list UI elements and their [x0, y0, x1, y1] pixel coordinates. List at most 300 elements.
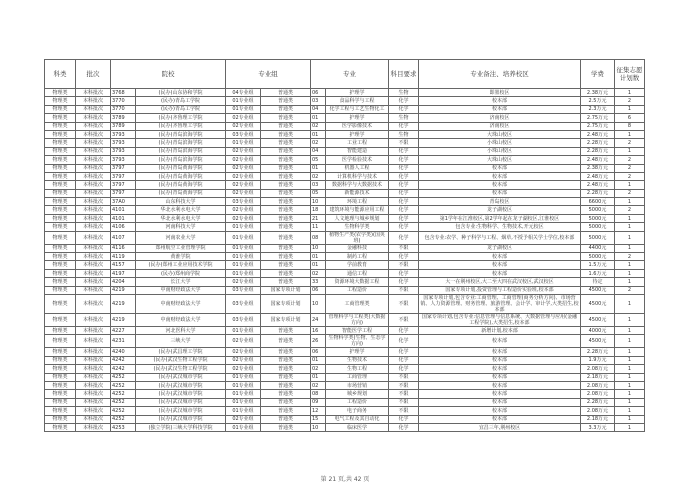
- cell-school-code: 4252: [111, 381, 136, 389]
- cell-plan-count: 1: [615, 373, 645, 381]
- cell-batch: 本科批次: [76, 348, 111, 356]
- cell-group-code: 02专业组: [226, 189, 261, 197]
- cell-school-code: 4219: [111, 286, 136, 294]
- cell-plan-count: 1: [615, 147, 645, 155]
- cell-major-name: 资源环境大数据工程: [326, 278, 389, 286]
- cell-school-code: 4107: [111, 231, 136, 244]
- cell-tuition: 2.28万元: [581, 398, 615, 406]
- cell-major-code: 06: [311, 348, 326, 356]
- cell-school-name: 华北水利水电大学: [136, 214, 226, 222]
- cell-notes: 包含专业:生物科学、生物技术,开元校区: [419, 223, 581, 231]
- table-row: [45, 261, 645, 269]
- cell-category: 物理类: [45, 390, 76, 398]
- cell-notes: 校本部: [419, 381, 581, 389]
- cell-major-code: 02: [311, 381, 326, 389]
- cell-school-code: 3797: [111, 172, 136, 180]
- cell-group-code: 01专业组: [226, 97, 261, 105]
- cell-tuition: 4000元: [581, 326, 615, 334]
- cell-tuition: 2.48万元: [581, 130, 615, 138]
- cell-category: 物理类: [45, 415, 76, 423]
- cell-group-type: 普通类: [261, 130, 311, 138]
- cell-tuition: 5000元: [581, 214, 615, 222]
- cell-batch: 本科批次: [76, 181, 111, 189]
- cell-school-name: 山东科技大学: [136, 198, 226, 206]
- cell-tuition: 2.08万元: [581, 365, 615, 373]
- cell-category: 物理类: [45, 244, 76, 252]
- cell-category: 物理类: [45, 326, 76, 334]
- cell-subject-requirement: 化学: [389, 147, 419, 155]
- cell-school-name: (民办)武汉城市学院: [136, 373, 226, 381]
- cell-school-code: 4106: [111, 223, 136, 231]
- cell-category: 物理类: [45, 223, 76, 231]
- cell-plan-count: 2: [615, 206, 645, 214]
- table-row: [45, 365, 645, 373]
- cell-category: 物理类: [45, 189, 76, 197]
- cell-subject-requirement: 化学: [389, 214, 419, 222]
- cell-major-name: 学前教育: [326, 261, 389, 269]
- cell-notes: 校本部: [419, 356, 581, 364]
- cell-subject-requirement: 不限: [389, 294, 419, 313]
- cell-category: 物理类: [45, 139, 76, 147]
- cell-category: 物理类: [45, 373, 76, 381]
- cell-group-code: 03专业组: [226, 286, 261, 294]
- cell-category: 物理类: [45, 348, 76, 356]
- cell-group-code: 03专业组: [226, 130, 261, 138]
- cell-tuition: 1.5万元: [581, 261, 615, 269]
- cell-major-code: 08: [311, 390, 326, 398]
- header-notes: 专业备注、培养校区: [419, 60, 581, 89]
- cell-major-name: 化学工程与工艺生物化工: [326, 105, 389, 113]
- cell-subject-requirement: 化学: [389, 181, 419, 189]
- cell-group-type: 普通类: [261, 356, 311, 364]
- cell-school-code: 3768: [111, 89, 136, 97]
- cell-plan-count: 2: [615, 139, 645, 147]
- cell-major-code: 10: [311, 198, 326, 206]
- cell-school-code: 4219: [111, 294, 136, 313]
- cell-major-code: 02: [311, 122, 326, 130]
- cell-subject-requirement: 化学: [389, 156, 419, 164]
- cell-group-code: 01专业组: [226, 261, 261, 269]
- cell-major-name: 护理学: [326, 89, 389, 97]
- cell-group-code: 02专业组: [226, 147, 261, 155]
- table-row: [45, 139, 645, 147]
- cell-tuition: 4400元: [581, 244, 615, 252]
- cell-group-type: 普通类: [261, 269, 311, 277]
- admission-plan-table: [44, 59, 645, 432]
- cell-group-code: 03专业组: [226, 294, 261, 313]
- cell-group-code: 01专业组: [226, 398, 261, 406]
- cell-school-name: (民办)齐鲁理工学院: [136, 122, 226, 130]
- cell-notes: 校本部: [419, 335, 581, 348]
- table-row: [45, 214, 645, 222]
- cell-major-name: 工业工程: [326, 139, 389, 147]
- cell-major-name: 护理学: [326, 130, 389, 138]
- table-row: [45, 223, 645, 231]
- cell-category: 物理类: [45, 89, 76, 97]
- cell-subject-requirement: 不限: [389, 381, 419, 389]
- cell-batch: 本科批次: [76, 286, 111, 294]
- cell-major-name: 人文地理与城乡规划: [326, 214, 389, 222]
- cell-major-name: 临床医学: [326, 423, 389, 431]
- cell-notes: 校本部: [419, 365, 581, 373]
- cell-batch: 本科批次: [76, 198, 111, 206]
- cell-subject-requirement: 不限: [389, 261, 419, 269]
- cell-batch: 本科批次: [76, 214, 111, 222]
- table-row: [45, 286, 645, 294]
- cell-school-name: 河北医科大学: [136, 326, 226, 334]
- cell-major-name: 工程造价: [326, 286, 389, 294]
- cell-school-code: 3797: [111, 181, 136, 189]
- cell-batch: 本科批次: [76, 147, 111, 155]
- table-row: [45, 326, 645, 334]
- cell-major-code: 02: [311, 365, 326, 373]
- cell-school-code: 4242: [111, 365, 136, 373]
- cell-major-name: 管理科学与工程类(大数据方向): [326, 313, 389, 326]
- cell-batch: 本科批次: [76, 269, 111, 277]
- cell-major-code: 21: [311, 214, 326, 222]
- cell-group-type: 普通类: [261, 373, 311, 381]
- cell-batch: 本科批次: [76, 415, 111, 423]
- cell-notes: 国家专项计划,包含专业:工商管理、工商管理(商务分析方向)、市场营销、人力资源管理、财务管理、旅游管理、会计学、审计学,大类招生,校本部: [420, 294, 579, 313]
- cell-plan-count: 1: [615, 335, 645, 348]
- cell-tuition: 2.75万元: [581, 114, 615, 122]
- cell-tuition: 2.48万元: [581, 181, 615, 189]
- cell-school-name: 河南农业大学: [136, 231, 226, 244]
- cell-category: 物理类: [45, 423, 76, 431]
- cell-major-name: 机器人工程: [326, 164, 389, 172]
- cell-major-code: 04: [311, 147, 326, 155]
- table-row: [45, 348, 645, 356]
- cell-group-code: 02专业组: [226, 122, 261, 130]
- cell-plan-count: 1: [615, 278, 645, 286]
- cell-school-name: (民办)青岛工学院: [136, 97, 226, 105]
- cell-school-code: 3797: [111, 189, 136, 197]
- cell-major-name: 生物科学类(生物、生态学方向): [326, 335, 389, 348]
- cell-major-name: 制药工程: [326, 253, 389, 261]
- cell-school-code: 37A0: [111, 198, 136, 206]
- table-row: [45, 423, 645, 431]
- cell-subject-requirement: 化学: [389, 164, 419, 172]
- cell-school-name: (民办)青岛黄海学院: [136, 164, 226, 172]
- cell-subject-requirement: 化学: [389, 231, 419, 244]
- cell-major-code: 01: [311, 130, 326, 138]
- cell-major-code: 24: [311, 313, 326, 326]
- cell-group-code: 01专业组: [226, 381, 261, 389]
- cell-school-name: 三峡大学: [136, 335, 226, 348]
- cell-subject-requirement: 化学: [389, 223, 419, 231]
- cell-notes: 国家专项计划,包含专业:信息管理与信息系统、大数据管理与应用(金融工程学院),大类招生,校本部: [419, 313, 581, 326]
- cell-group-type: 普通类: [261, 365, 311, 373]
- cell-group-type: 普通类: [261, 223, 311, 231]
- cell-tuition: 2.28万元: [581, 189, 615, 197]
- cell-tuition: 2.48万元: [581, 172, 615, 180]
- cell-major-name: 计算机科学与技术: [326, 172, 389, 180]
- cell-tuition: 2.28万元: [581, 147, 615, 155]
- header-major: 专业: [311, 60, 389, 89]
- cell-school-code: 4252: [111, 398, 136, 406]
- cell-notes: 国家专项计划,投资管理与工程造价实验班,校本部: [419, 286, 581, 294]
- cell-group-code: 01专业组: [226, 407, 261, 415]
- cell-group-type: 普通类: [261, 156, 311, 164]
- cell-batch: 本科批次: [76, 172, 111, 180]
- cell-batch: 本科批次: [76, 122, 111, 130]
- cell-group-type: 普通类: [261, 253, 311, 261]
- header-subject: 科目要求: [389, 60, 419, 89]
- cell-plan-count: 2: [615, 164, 645, 172]
- cell-subject-requirement: 化学: [389, 189, 419, 197]
- table-row: [45, 313, 645, 326]
- table-row: [45, 294, 645, 313]
- cell-school-code: 4252: [111, 407, 136, 415]
- cell-major-name: 建筑环境与能源应用工程: [326, 206, 389, 214]
- cell-subject-requirement: 化学: [389, 122, 419, 130]
- cell-school-name: 华北水利水电大学: [136, 206, 226, 214]
- cell-tuition: 1.9万元: [581, 356, 615, 364]
- cell-major-code: 10: [311, 294, 326, 313]
- cell-category: 物理类: [45, 261, 76, 269]
- cell-notes: 济南校区: [419, 114, 581, 122]
- cell-major-code: 02: [311, 172, 326, 180]
- cell-group-code: 01专业组: [226, 423, 261, 431]
- cell-group-code: 01专业组: [226, 223, 261, 231]
- table-row: [45, 335, 645, 348]
- cell-batch: 本科批次: [76, 189, 111, 197]
- table-row: [45, 189, 645, 197]
- cell-major-code: 02: [311, 269, 326, 277]
- cell-group-code: 01专业组: [226, 139, 261, 147]
- cell-category: 物理类: [45, 206, 76, 214]
- cell-notes: 大珠山校区: [419, 156, 581, 164]
- cell-group-type: 普通类: [261, 278, 311, 286]
- cell-group-type: 普通类: [261, 398, 311, 406]
- cell-school-name: 长江大学: [136, 278, 226, 286]
- cell-batch: 本科批次: [76, 278, 111, 286]
- cell-major-name: 电子商务: [326, 407, 389, 415]
- cell-plan-count: 1: [615, 423, 645, 431]
- cell-school-name: (民办)青岛滨海学院: [136, 130, 226, 138]
- cell-notes: 济南校区: [419, 122, 581, 130]
- cell-school-code: 3793: [111, 139, 136, 147]
- cell-batch: 本科批次: [76, 223, 111, 231]
- cell-notes: 校本部: [419, 172, 581, 180]
- cell-group-type: 国家专项计划: [261, 313, 311, 326]
- cell-group-type: 普通类: [261, 348, 311, 356]
- table-row: [45, 89, 645, 97]
- cell-tuition: 待定: [581, 278, 615, 286]
- cell-tuition: 5000元: [581, 253, 615, 261]
- cell-tuition: 2.5万元: [581, 97, 615, 105]
- cell-group-type: 普通类: [261, 244, 311, 252]
- cell-batch: 本科批次: [76, 373, 111, 381]
- cell-major-code: 01: [311, 373, 326, 381]
- cell-tuition: 5000元: [581, 206, 615, 214]
- cell-plan-count: 1: [615, 89, 645, 97]
- cell-tuition: 4500元: [581, 313, 615, 326]
- cell-major-code: 05: [311, 156, 326, 164]
- table-row: [45, 278, 645, 286]
- cell-group-type: 普通类: [261, 147, 311, 155]
- cell-plan-count: 2: [615, 172, 645, 180]
- cell-batch: 本科批次: [76, 164, 111, 172]
- cell-major-name: 新能源技术: [326, 189, 389, 197]
- cell-major-code: 11: [311, 223, 326, 231]
- cell-notes: 校本部: [419, 253, 581, 261]
- table-row: [45, 253, 645, 261]
- cell-school-code: 3797: [111, 164, 136, 172]
- cell-group-type: 普通类: [261, 164, 311, 172]
- cell-tuition: 2.08万元: [581, 390, 615, 398]
- cell-school-code: 3793: [111, 130, 136, 138]
- cell-group-type: 普通类: [261, 206, 311, 214]
- cell-school-code: 3789: [111, 122, 136, 130]
- cell-group-code: 02专业组: [226, 278, 261, 286]
- cell-category: 物理类: [45, 278, 76, 286]
- cell-subject-requirement: 化学: [389, 97, 419, 105]
- cell-notes: 小珠山校区: [419, 147, 581, 155]
- cell-major-code: 04: [311, 105, 326, 113]
- cell-plan-count: 1: [615, 269, 645, 277]
- cell-group-code: 02专业组: [226, 114, 261, 122]
- cell-notes: 龙子湖校区: [419, 244, 581, 252]
- cell-batch: 本科批次: [76, 97, 111, 105]
- cell-school-name: (独立学院)三峡大学科技学院: [136, 423, 226, 431]
- cell-plan-count: 1: [615, 181, 645, 189]
- cell-notes: 校本部: [419, 164, 581, 172]
- cell-school-name: (民办)武汉城市学院: [136, 381, 226, 389]
- cell-group-code: 01专业组: [226, 231, 261, 244]
- cell-subject-requirement: 生物: [389, 114, 419, 122]
- cell-plan-count: 1: [615, 398, 645, 406]
- cell-subject-requirement: 不限: [389, 373, 419, 381]
- table-row: [45, 206, 645, 214]
- cell-notes: 校本部: [419, 398, 581, 406]
- cell-batch: 本科批次: [76, 130, 111, 138]
- cell-subject-requirement: 化学: [389, 335, 419, 348]
- table-row: [45, 105, 645, 113]
- cell-group-type: 普通类: [261, 97, 311, 105]
- cell-group-type: 普通类: [261, 122, 311, 130]
- cell-major-name: 植物生产类(农学类)(国英班): [326, 231, 389, 244]
- cell-batch: 本科批次: [76, 381, 111, 389]
- cell-plan-count: 2: [615, 156, 645, 164]
- cell-school-name: (民办)郑州商学院: [136, 269, 226, 277]
- cell-notes: 龙子湖校区: [419, 206, 581, 214]
- cell-group-code: 01专业组: [226, 326, 261, 334]
- cell-major-code: 06: [311, 286, 326, 294]
- cell-major-name: 通信工程: [326, 269, 389, 277]
- cell-notes: 校本部: [419, 415, 581, 423]
- cell-major-name: 环境工程: [326, 198, 389, 206]
- cell-school-name: 郑州航空工业管理学院: [136, 244, 226, 252]
- cell-batch: 本科批次: [76, 253, 111, 261]
- cell-plan-count: 1: [615, 313, 645, 326]
- cell-major-name: 工商管理: [326, 373, 389, 381]
- header-plan: 征集志愿计划数: [615, 60, 645, 89]
- cell-notes: 大珠山校区: [419, 130, 581, 138]
- cell-school-code: 4253: [111, 423, 136, 431]
- cell-school-code: 4231: [111, 335, 136, 348]
- cell-subject-requirement: 不限: [389, 407, 419, 415]
- cell-tuition: 5000元: [581, 231, 615, 244]
- cell-tuition: 1.6万元: [581, 269, 615, 277]
- cell-subject-requirement: 化学: [389, 415, 419, 423]
- cell-school-name: (民办)武汉城市学院: [136, 398, 226, 406]
- cell-plan-count: 2: [615, 253, 645, 261]
- cell-group-type: 普通类: [261, 172, 311, 180]
- table-row: [45, 114, 645, 122]
- cell-group-code: 02专业组: [226, 348, 261, 356]
- cell-group-type: 普通类: [261, 415, 311, 423]
- cell-plan-count: 1: [615, 231, 645, 244]
- cell-tuition: 2.48万元: [581, 156, 615, 164]
- cell-subject-requirement: 不限: [389, 139, 419, 147]
- cell-major-code: 26: [311, 335, 326, 348]
- cell-category: 物理类: [45, 231, 76, 244]
- cell-batch: 本科批次: [76, 335, 111, 348]
- cell-group-type: 普通类: [261, 214, 311, 222]
- cell-subject-requirement: 化学: [389, 365, 419, 373]
- cell-tuition: 2.28万元: [581, 348, 615, 356]
- cell-group-code: 02专业组: [226, 206, 261, 214]
- cell-major-name: 工程造价: [326, 398, 389, 406]
- cell-group-code: 01专业组: [226, 269, 261, 277]
- cell-plan-count: 1: [615, 415, 645, 423]
- cell-school-name: 中南财经政法大学: [136, 286, 226, 294]
- cell-school-name: (民办)青岛滨海学院: [136, 139, 226, 147]
- cell-category: 物理类: [45, 130, 76, 138]
- cell-batch: 本科批次: [76, 156, 111, 164]
- cell-category: 物理类: [45, 114, 76, 122]
- header-school: 院校: [111, 60, 226, 89]
- cell-tuition: 2.08万元: [581, 381, 615, 389]
- cell-batch: 本科批次: [76, 244, 111, 252]
- cell-category: 物理类: [45, 147, 76, 155]
- cell-group-type: 普通类: [261, 335, 311, 348]
- cell-major-name: 城乡规划: [326, 390, 389, 398]
- cell-plan-count: 1: [615, 223, 645, 231]
- cell-notes: 校本部: [419, 189, 581, 197]
- header-batch: 批次: [76, 60, 111, 89]
- cell-group-type: 普通类: [261, 114, 311, 122]
- cell-group-code: 03专业组: [226, 198, 261, 206]
- cell-category: 物理类: [45, 122, 76, 130]
- cell-category: 物理类: [45, 381, 76, 389]
- cell-major-name: 智能医学工程: [326, 326, 389, 334]
- cell-school-code: 4101: [111, 206, 136, 214]
- cell-major-name: 生物工程: [326, 365, 389, 373]
- cell-subject-requirement: 化学: [389, 326, 419, 334]
- cell-school-code: 3770: [111, 97, 136, 105]
- cell-subject-requirement: 化学: [389, 423, 419, 431]
- cell-plan-count: 1: [615, 356, 645, 364]
- table-header-row: [45, 60, 645, 89]
- cell-plan-count: 1: [615, 198, 645, 206]
- cell-subject-requirement: 化学: [389, 278, 419, 286]
- cell-category: 物理类: [45, 365, 76, 373]
- cell-notes: 校本部: [419, 373, 581, 381]
- cell-group-type: 普通类: [261, 407, 311, 415]
- cell-category: 物理类: [45, 198, 76, 206]
- cell-school-name: (民办)武汉生物工程学院: [136, 356, 226, 364]
- cell-major-name: 生物科学类: [326, 223, 389, 231]
- cell-major-code: 16: [311, 326, 326, 334]
- cell-school-code: 4219: [111, 313, 136, 326]
- cell-category: 物理类: [45, 156, 76, 164]
- cell-tuition: 2.28万元: [581, 139, 615, 147]
- cell-school-code: 4252: [111, 415, 136, 423]
- table-row: [45, 373, 645, 381]
- cell-group-code: 02专业组: [226, 156, 261, 164]
